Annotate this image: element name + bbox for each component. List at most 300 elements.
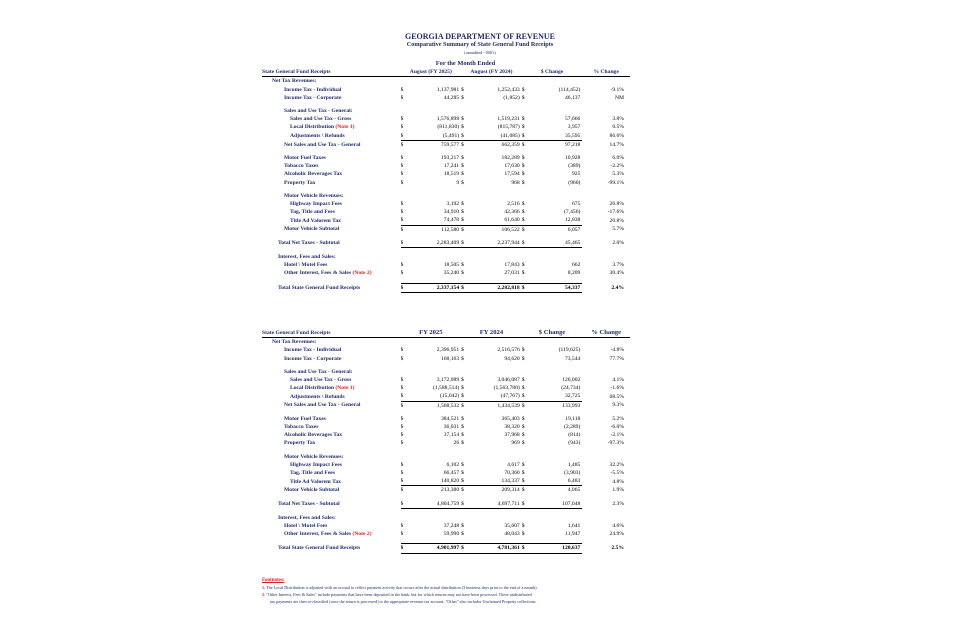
agency-title: GEORGIA DEPARTMENT OF REVENUE xyxy=(404,32,556,41)
row-label-text: Tag, Title and Fees xyxy=(290,209,335,216)
currency-symbol: $ xyxy=(461,432,464,439)
row-label xyxy=(262,283,401,292)
currency-symbol: $ xyxy=(400,226,404,233)
row-label-text: Total Net Taxes - Subtotal xyxy=(278,500,340,507)
change-value: 3,957 xyxy=(567,124,581,131)
currency-symbol: $ xyxy=(461,124,464,131)
currency-symbol: $ xyxy=(521,347,525,354)
change-value: (960) xyxy=(568,179,581,186)
percent-change: 2.0% xyxy=(612,240,624,247)
currency-symbol: $ xyxy=(461,270,464,277)
row-label-text: Sales and Use Tax - Gross xyxy=(290,116,352,123)
row-label-text: Adjustments \ Refunds xyxy=(290,393,345,400)
row-label-text: Net Sales and Use Tax - General xyxy=(284,402,361,409)
table-row xyxy=(262,500,630,509)
currency-symbol: $ xyxy=(401,216,410,225)
percent-change: 4.6% xyxy=(612,523,624,530)
current-value: 112,580 xyxy=(441,226,460,233)
change-value: 10,928 xyxy=(564,155,581,162)
currency-symbol: $ xyxy=(461,355,464,362)
table-row xyxy=(262,154,630,162)
percent-change: -99.1% xyxy=(607,179,624,186)
currency-symbol: $ xyxy=(521,270,525,277)
change-value: 925 xyxy=(571,171,581,178)
currency-symbol: $ xyxy=(522,216,531,225)
current-value: 1,568,532 xyxy=(436,402,460,409)
column-header-prior: FY 2024 xyxy=(461,329,522,338)
current-value: 4,901,997 xyxy=(409,544,461,553)
currency-symbol: $ xyxy=(521,116,525,123)
currency-symbol: $ xyxy=(521,440,525,447)
row-label xyxy=(262,500,401,509)
footnote-1 xyxy=(262,584,682,591)
currency-symbol: $ xyxy=(521,86,525,93)
currency-symbol: $ xyxy=(400,94,404,101)
prior-value: 2,516,576 xyxy=(497,347,520,354)
prior-value: 17,594 xyxy=(504,171,520,178)
currency-symbol: $ xyxy=(461,461,464,468)
row-label-text: Other Interest, Fees & Sales xyxy=(284,270,352,277)
currency-symbol: $ xyxy=(400,270,404,277)
table-row xyxy=(262,261,630,269)
currency-symbol: $ xyxy=(461,94,464,101)
row-label-text: Total State General Fund Receipts xyxy=(278,545,361,552)
row-label xyxy=(262,514,401,522)
percent-change: 32.2% xyxy=(609,461,624,468)
change-value: 32,725 xyxy=(530,392,582,401)
table-row xyxy=(262,392,630,401)
currency-symbol: $ xyxy=(401,544,410,553)
change-value: 46,137 xyxy=(564,94,581,101)
percent-change: -9.1% xyxy=(610,86,624,93)
currency-symbol: $ xyxy=(400,461,404,468)
prior-value: 94,620 xyxy=(504,355,520,362)
current-value: 37,248 xyxy=(443,523,460,530)
footnote-number: 2. xyxy=(262,592,266,597)
row-label-text: Income Tax - Individual xyxy=(284,347,342,354)
prior-value: 3,046,087 xyxy=(497,377,520,384)
row-label xyxy=(262,469,401,477)
change-value: 662 xyxy=(571,262,581,269)
row-label xyxy=(262,94,401,102)
current-value: 2,283,409 xyxy=(409,239,461,248)
currency-symbol: $ xyxy=(521,163,525,170)
row-label-text: Highway Impact Fees xyxy=(290,461,342,468)
currency-symbol: $ xyxy=(400,171,404,178)
change-value: 35,595 xyxy=(530,132,582,141)
currency-symbol: $ xyxy=(461,385,464,392)
row-label xyxy=(262,453,401,461)
currency-symbol: $ xyxy=(400,424,404,431)
current-value: (5,491) xyxy=(409,132,461,141)
currency-symbol: $ xyxy=(461,402,464,409)
prior-value: 2,282,818 xyxy=(470,283,522,292)
currency-symbol: $ xyxy=(461,415,464,422)
current-value: 9 xyxy=(456,179,460,186)
monthly-table-body xyxy=(262,77,630,292)
row-label xyxy=(262,140,401,149)
row-label-text: Net Tax Revenues: xyxy=(272,78,317,85)
row-label-text: Title Ad Valorem Tax xyxy=(290,217,341,224)
row-label-text: Tobacco Taxes xyxy=(284,424,319,431)
currency-symbol: $ xyxy=(521,415,525,422)
table-row xyxy=(262,477,630,486)
currency-symbol: $ xyxy=(400,470,404,477)
table-row xyxy=(262,431,630,439)
currency-symbol: $ xyxy=(400,377,404,384)
change-value: 73,544 xyxy=(564,355,581,362)
row-label-text: Highway Impact Fees xyxy=(290,201,342,208)
change-value: 57,666 xyxy=(564,116,581,123)
prior-value: 209,314 xyxy=(501,487,520,494)
prior-value: 182,289 xyxy=(501,155,520,162)
currency-symbol: $ xyxy=(400,523,404,530)
row-label xyxy=(262,132,401,141)
current-value: 17,241 xyxy=(443,163,460,170)
row-label xyxy=(262,423,401,431)
current-value: 18,519 xyxy=(443,171,460,178)
current-value: 35,240 xyxy=(443,270,460,277)
percent-change: 9.3% xyxy=(612,402,624,409)
percent-change: -2.2% xyxy=(610,163,624,170)
percent-change: -1.6% xyxy=(610,385,624,392)
change-value: 97,218 xyxy=(564,141,581,148)
currency-symbol: $ xyxy=(521,377,525,384)
percent-change: -6.0% xyxy=(610,424,624,431)
change-value: 675 xyxy=(571,201,581,208)
currency-symbol: $ xyxy=(401,239,410,248)
currency-symbol: $ xyxy=(521,155,525,162)
table-row xyxy=(262,225,630,234)
current-value: 759,577 xyxy=(440,141,460,148)
column-header-current: August (FY 2025) xyxy=(401,68,462,77)
table-row xyxy=(262,415,630,423)
table-row xyxy=(262,239,630,248)
row-label-text: Net Tax Revenues: xyxy=(272,339,317,346)
row-label-text: Property Tax xyxy=(284,440,316,447)
table-row xyxy=(262,179,630,187)
current-value: 1,576,898 xyxy=(436,116,460,123)
row-label xyxy=(262,115,401,123)
currency-symbol: $ xyxy=(521,402,525,409)
row-label xyxy=(262,439,401,447)
percent-change: 24.9% xyxy=(609,531,624,538)
row-label-text: Tobacco Taxes xyxy=(284,163,319,170)
change-value: (943) xyxy=(568,440,581,447)
currency-symbol: $ xyxy=(400,262,404,269)
table-row xyxy=(262,132,630,141)
row-label-text: Property Tax xyxy=(284,179,316,186)
currency-symbol: $ xyxy=(521,531,525,538)
currency-symbol: $ xyxy=(400,355,404,362)
column-header-current: FY 2025 xyxy=(401,329,462,338)
prior-value: 2,237,944 xyxy=(470,239,522,248)
footnote-text: "Other Interest, Fees & Sales" include payments that have been deposited in the bank, but for which returns may not have been processed. These undistributed xyxy=(266,592,532,597)
percent-change: 14.7% xyxy=(609,141,624,148)
table-row xyxy=(262,514,630,522)
row-label xyxy=(262,415,401,423)
change-value: (7,456) xyxy=(564,209,581,216)
current-value: 213,380 xyxy=(440,487,460,494)
currency-symbol: $ xyxy=(461,544,470,553)
current-value: 26 xyxy=(453,440,460,447)
prior-value: 1,434,539 xyxy=(497,402,520,409)
percent-change: 5.7% xyxy=(612,226,624,233)
current-value: 59,990 xyxy=(443,531,460,538)
current-value: 140,820 xyxy=(409,477,461,486)
currency-symbol: $ xyxy=(521,209,525,216)
current-value: 18,505 xyxy=(443,262,460,269)
row-label-text: Hotel \ Motel Fees xyxy=(284,523,328,530)
currency-symbol: $ xyxy=(400,201,404,208)
footnotes xyxy=(262,577,682,605)
row-label-text: Income Tax - Corporate xyxy=(284,94,342,101)
row-label xyxy=(262,200,401,208)
change-value: 1,485 xyxy=(567,461,581,468)
prior-value: 37,968 xyxy=(504,432,520,439)
currency-symbol: $ xyxy=(521,523,525,530)
row-label xyxy=(262,269,401,277)
percent-change: 1.9% xyxy=(612,487,624,494)
row-label xyxy=(262,461,401,469)
percent-change: 2.3% xyxy=(612,500,624,507)
row-label xyxy=(262,179,401,187)
report-title: Comparative Summary of State General Fund Receipts xyxy=(406,41,554,48)
row-label xyxy=(262,170,401,178)
prior-value: (41,085) xyxy=(470,132,522,141)
row-label xyxy=(262,486,401,495)
current-value: 2,337,154 xyxy=(409,283,461,292)
row-label xyxy=(262,401,401,410)
column-header-prior: August (FY 2024) xyxy=(461,68,522,77)
change-value: 11,947 xyxy=(565,531,581,538)
current-value: 34,910 xyxy=(443,209,460,216)
row-label xyxy=(262,216,401,225)
currency-symbol: $ xyxy=(521,262,525,269)
prior-value: 968 xyxy=(511,179,520,186)
currency-symbol: $ xyxy=(522,477,531,486)
table-row xyxy=(262,423,630,431)
currency-symbol: $ xyxy=(400,155,404,162)
percent-change: -4.8% xyxy=(610,347,624,354)
currency-symbol: $ xyxy=(400,487,404,494)
currency-symbol: $ xyxy=(522,239,531,248)
table-row xyxy=(262,170,630,178)
prior-value: 4,697,711 xyxy=(470,500,522,509)
currency-symbol: $ xyxy=(400,179,404,186)
table-row xyxy=(262,162,630,170)
change-value: (814) xyxy=(568,432,581,439)
row-label xyxy=(262,522,401,530)
table-row xyxy=(262,208,630,216)
prior-value: 38,320 xyxy=(504,424,520,431)
footnote-2 xyxy=(262,591,682,598)
current-value: 384,521 xyxy=(440,415,460,422)
change-value: 126,002 xyxy=(562,377,581,384)
change-value: 120,637 xyxy=(530,544,582,553)
currency-symbol: $ xyxy=(401,132,410,141)
percent-change: 4.8% xyxy=(612,478,624,485)
currency-symbol: $ xyxy=(401,283,410,292)
prior-value: 1,252,433 xyxy=(497,86,520,93)
currency-symbol: $ xyxy=(400,209,404,216)
percent-change: -5.5% xyxy=(610,470,624,477)
row-label xyxy=(262,86,401,94)
currency-symbol: $ xyxy=(521,487,525,494)
table-row xyxy=(262,544,630,553)
currency-symbol: $ xyxy=(400,116,404,123)
row-label-text: Total State General Fund Receipts xyxy=(278,284,361,291)
percent-change: -97.3% xyxy=(607,440,624,447)
percent-change: 3.7% xyxy=(612,262,624,269)
row-label-text: Sales and Use Tax - General: xyxy=(284,108,353,115)
current-value: 4,804,759 xyxy=(409,500,461,509)
change-value: (24,734) xyxy=(561,385,581,392)
row-label xyxy=(262,530,401,538)
row-label xyxy=(262,154,401,162)
prior-value: 969 xyxy=(511,440,520,447)
currency-symbol: $ xyxy=(401,392,410,401)
prior-value: 2,516 xyxy=(507,201,520,208)
prior-value: 4,781,361 xyxy=(470,544,522,553)
table-row xyxy=(262,486,630,495)
change-value: 45,465 xyxy=(530,239,582,248)
currency-symbol: $ xyxy=(461,141,464,148)
prior-value: 4,617 xyxy=(507,461,520,468)
percent-change: 3.8% xyxy=(612,116,624,123)
currency-symbol: $ xyxy=(521,461,525,468)
percent-change: 2.4% xyxy=(611,284,624,291)
change-value: (389) xyxy=(568,163,581,170)
currency-symbol: $ xyxy=(461,86,464,93)
table-row xyxy=(262,384,630,392)
ytd-receipts-table xyxy=(262,329,630,554)
percent-change: 86.6% xyxy=(609,132,624,139)
table-row xyxy=(262,355,630,363)
percent-change: NM xyxy=(614,94,624,101)
table-row xyxy=(262,469,630,477)
table-row xyxy=(262,376,630,384)
column-header-label: State General Fund Receipts xyxy=(262,329,401,338)
table-row xyxy=(262,283,630,292)
table-row xyxy=(262,439,630,447)
change-value: 4,065 xyxy=(567,487,581,494)
note-reference: (Note 1) xyxy=(335,385,355,392)
change-value: 12,838 xyxy=(530,216,582,225)
current-value: 37,154 xyxy=(443,432,460,439)
table-row xyxy=(262,453,630,461)
prior-value: (47,767) xyxy=(470,392,522,401)
currency-symbol: $ xyxy=(521,432,525,439)
current-value: (15,042) xyxy=(409,392,461,401)
table-row xyxy=(262,253,630,261)
current-value: 44,285 xyxy=(443,94,460,101)
row-label-text: Motor Vehicle Revenues: xyxy=(284,453,344,460)
row-label xyxy=(262,123,401,131)
prior-value: (1,563,780) xyxy=(493,385,520,392)
current-value: 36,031 xyxy=(443,424,460,431)
currency-symbol: $ xyxy=(461,347,464,354)
currency-symbol: $ xyxy=(401,477,410,486)
period-title: For the Month Ended xyxy=(435,60,496,67)
row-label xyxy=(262,544,401,553)
currency-symbol: $ xyxy=(461,239,470,248)
currency-symbol: $ xyxy=(461,179,464,186)
row-label xyxy=(262,376,401,384)
row-label xyxy=(262,368,401,376)
change-value: 19,118 xyxy=(565,415,581,422)
currency-symbol: $ xyxy=(400,86,404,93)
currency-symbol: $ xyxy=(461,209,464,216)
table-row xyxy=(262,77,630,86)
percent-change: 26.8% xyxy=(609,201,624,208)
percent-change: 77.7% xyxy=(609,355,624,362)
prior-value: (815,787) xyxy=(497,124,520,131)
percent-change: 5.3% xyxy=(612,171,624,178)
currency-symbol: $ xyxy=(522,500,531,509)
prior-value: 1,519,231 xyxy=(497,116,520,123)
currency-symbol: $ xyxy=(461,201,464,208)
row-label-text: Motor Fuel Taxes xyxy=(284,155,326,162)
table-row xyxy=(262,368,630,376)
currency-symbol: $ xyxy=(522,392,531,401)
column-header-change: $ Change xyxy=(522,329,583,338)
currency-symbol: $ xyxy=(461,283,470,292)
current-value: (811,830) xyxy=(437,124,460,131)
table-row xyxy=(262,338,630,347)
table-row xyxy=(262,115,630,123)
monthly-receipts-table xyxy=(262,60,630,293)
percent-change: 6.0% xyxy=(612,155,624,162)
current-value: 3,172,089 xyxy=(436,377,460,384)
row-label-text: Hotel \ Motel Fees xyxy=(284,262,328,269)
change-value: (3,903) xyxy=(564,470,581,477)
currency-symbol: $ xyxy=(400,415,404,422)
currency-symbol: $ xyxy=(521,124,525,131)
current-value: 6,102 xyxy=(446,461,460,468)
row-label-text: Local Distribution xyxy=(290,385,334,392)
row-label-text: Motor Vehicle Revenues: xyxy=(284,192,344,199)
column-header-pct: % Change xyxy=(582,68,630,77)
table-row xyxy=(262,346,630,354)
table-row xyxy=(262,94,630,102)
table-row xyxy=(262,107,630,115)
currency-symbol: $ xyxy=(522,283,531,292)
change-value: 107,048 xyxy=(530,500,582,509)
prior-value: 17,630 xyxy=(504,163,520,170)
currency-symbol: $ xyxy=(521,201,525,208)
note-reference: (Note 1) xyxy=(335,124,355,131)
currency-symbol: $ xyxy=(400,124,404,131)
percent-change: 20.8% xyxy=(609,217,624,224)
current-value: 1,137,981 xyxy=(436,86,460,93)
row-label xyxy=(262,208,401,216)
note-reference: (Note 2) xyxy=(352,270,372,277)
footnote-text: The Local Distribution is adjusted with an accrual to reflect payment activity that occurs after the actual distribution (3 business days prior to the end of a month). xyxy=(266,585,538,590)
current-value: 193,217 xyxy=(440,155,460,162)
table-row xyxy=(262,401,630,410)
change-value: 6,483 xyxy=(530,477,582,486)
row-label xyxy=(262,162,401,170)
currency-symbol: $ xyxy=(461,440,464,447)
percent-change: 0.5% xyxy=(612,124,624,131)
currency-symbol: $ xyxy=(461,424,464,431)
currency-symbol: $ xyxy=(521,355,525,362)
change-value: 133,993 xyxy=(562,402,581,409)
currency-symbol: $ xyxy=(461,163,464,170)
currency-symbol: $ xyxy=(461,500,470,509)
row-label xyxy=(262,239,401,248)
